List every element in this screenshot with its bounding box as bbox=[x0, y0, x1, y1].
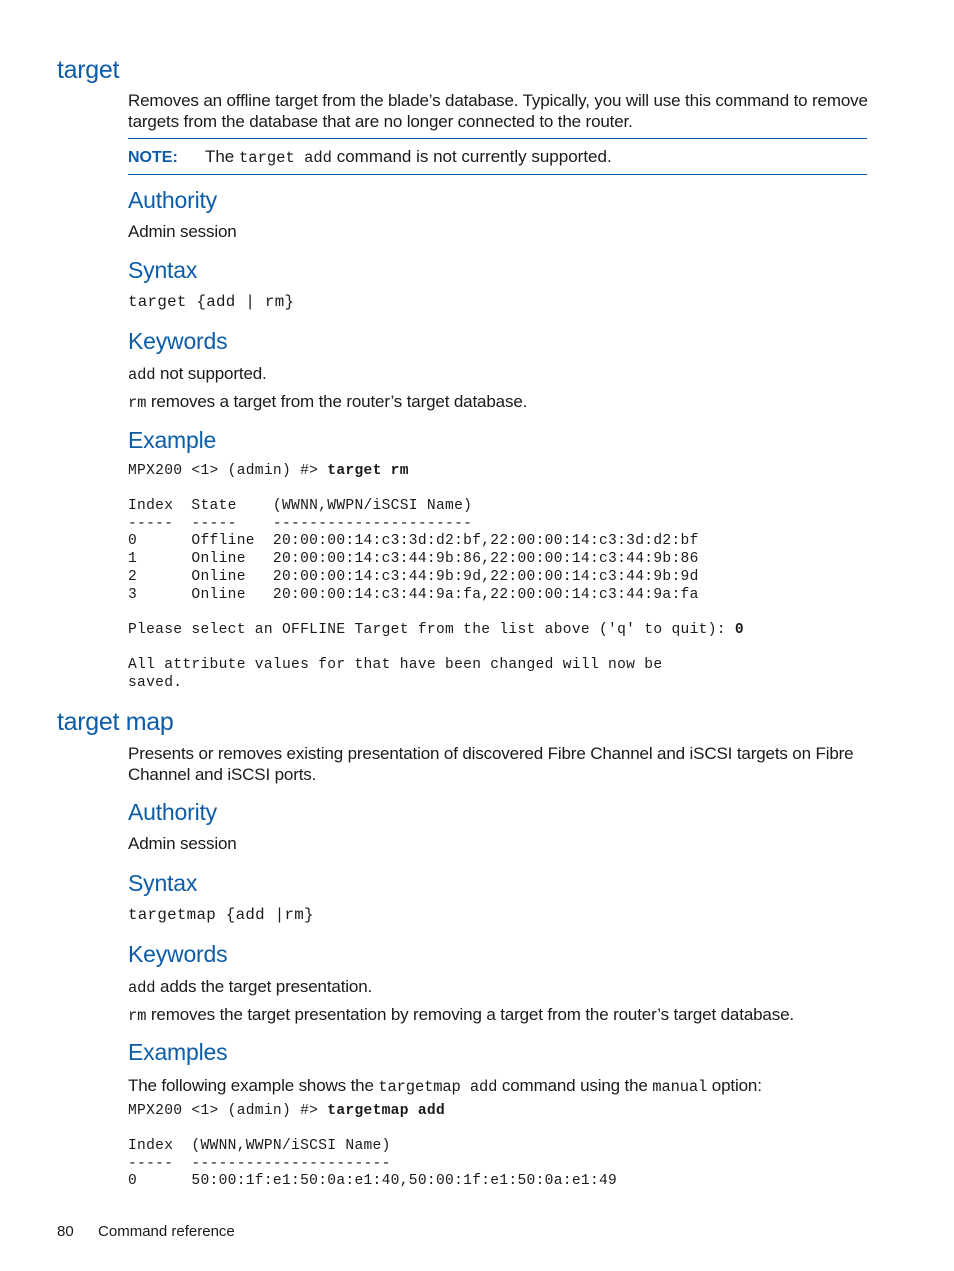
authority-text: Admin session bbox=[128, 834, 237, 853]
examples-heading: Examples bbox=[128, 1039, 228, 1065]
note-content bbox=[128, 147, 612, 167]
command-text: targetmap add bbox=[327, 1103, 446, 1119]
examples-intro bbox=[128, 1075, 868, 1098]
keyword-code: rm bbox=[128, 1007, 147, 1025]
section-heading-target: target bbox=[57, 56, 120, 84]
select-prompt: Please select an OFFLINE Target from the list above ('q' to quit): bbox=[128, 622, 735, 638]
keyword-add bbox=[128, 363, 868, 386]
prompt-text: MPX200 <1> (admin) #> bbox=[128, 1103, 328, 1119]
keyword-code: rm bbox=[128, 394, 147, 412]
page-number: 80 bbox=[57, 1223, 74, 1240]
intro-text: option: bbox=[707, 1076, 762, 1095]
keyword-desc: removes a target from the router’s target database. bbox=[146, 392, 528, 411]
saved-message: All attribute values for that have been changed will now be saved. bbox=[128, 657, 663, 691]
prompt-text: MPX200 <1> (admin) #> bbox=[128, 463, 328, 479]
authority-text: Admin session bbox=[128, 222, 237, 241]
target-list-table: Index State (WWNN,WWPN/iSCSI Name) ----- ----- ---------------------- 0 Offline 20:00:00:14:c3:3d:d2:bf,22:00:00:14:c3:3d:d2:bf 1 Online 20:00:00:14:c3:44:9b:86,22:00:00:14:c3:44:9b:86 2 Online 20:00:00:14:c3:44:9b:9d,22:00:00:14:c3:44:9b:9d 3 Online 20:00:00:14:c3:44:9a:fa,22:00:00:14:c3:44:9a:fa bbox=[128, 498, 699, 603]
keyword-rm bbox=[128, 391, 868, 414]
keyword-code: add bbox=[128, 979, 156, 997]
intro-code: manual bbox=[652, 1078, 708, 1096]
keyword-desc: adds the target presentation. bbox=[155, 977, 373, 996]
example-prompt-line bbox=[128, 1103, 445, 1121]
page-footer bbox=[57, 1223, 235, 1240]
example-heading: Example bbox=[128, 427, 217, 453]
syntax-code: targetmap {add |rm} bbox=[128, 906, 314, 924]
section-heading-targetmap: target map bbox=[57, 708, 174, 736]
syntax-heading: Syntax bbox=[128, 257, 198, 283]
syntax-heading: Syntax bbox=[128, 870, 198, 896]
note-text-post: command is not currently supported. bbox=[331, 147, 612, 166]
authority-heading: Authority bbox=[128, 187, 217, 213]
intro-text: command using the bbox=[497, 1076, 653, 1095]
note-box bbox=[128, 138, 867, 175]
keyword-add bbox=[128, 976, 868, 999]
keywords-heading: Keywords bbox=[128, 941, 228, 967]
intro-code: targetmap add bbox=[378, 1078, 498, 1096]
select-answer: 0 bbox=[734, 622, 744, 638]
keyword-rm bbox=[128, 1004, 868, 1027]
footer-section: Command reference bbox=[98, 1223, 235, 1240]
targetmap-table: Index (WWNN,WWPN/iSCSI Name) ----- ---------------------- 0 50:00:1f:e1:50:0a:e1:40,50:00:1f:e1:50:0a:e1:49 bbox=[128, 1138, 618, 1190]
keywords-heading: Keywords bbox=[128, 328, 228, 354]
intro-text: The following example shows the bbox=[128, 1076, 379, 1095]
keyword-code: add bbox=[128, 366, 156, 384]
select-prompt-line bbox=[128, 622, 744, 640]
note-code: target add bbox=[238, 149, 332, 167]
targetmap-description: Presents or removes existing presentation of discovered Fibre Channel and iSCSI targets on Fibre Channel and iSCSI ports. bbox=[128, 744, 854, 784]
keyword-desc: removes the target presentation by removing a target from the router’s target database. bbox=[146, 1005, 794, 1024]
command-text: target rm bbox=[327, 463, 409, 479]
authority-heading: Authority bbox=[128, 799, 217, 825]
syntax-code: target {add | rm} bbox=[128, 293, 295, 311]
keyword-desc: not supported. bbox=[155, 364, 267, 383]
target-description: Removes an offline target from the blade’s database. Typically, you will use this command to remove targets from the database that are no longer connected to the router. bbox=[128, 91, 868, 131]
example-prompt-line bbox=[128, 463, 409, 481]
note-text-pre: The bbox=[204, 147, 239, 166]
note-label: NOTE: bbox=[128, 149, 178, 166]
